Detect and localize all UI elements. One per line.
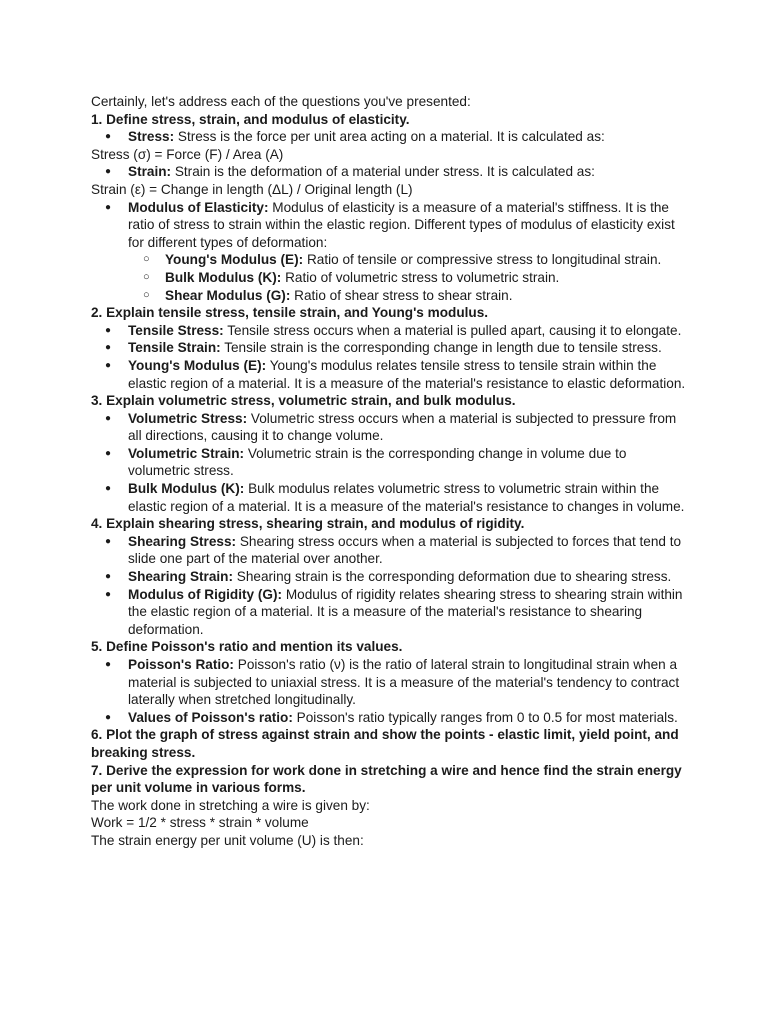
list-item xyxy=(128,410,691,445)
term-definition: Ratio of shear stress to shear strain. xyxy=(294,287,513,303)
term-label: Modulus of Rigidity (G): xyxy=(128,586,283,602)
term-label: Shearing Strain: xyxy=(128,569,233,585)
term-definition: Shearing strain is the corresponding deformation due to shearing stress. xyxy=(236,569,672,585)
sub-list xyxy=(128,251,691,304)
term-label: Stress: xyxy=(128,129,175,145)
term-label: Bulk Modulus (K): xyxy=(165,269,282,285)
stress-formula: Stress (σ) = Force (F) / Area (A) xyxy=(91,146,284,162)
term-label: Shear Modulus (G): xyxy=(165,287,291,303)
document-page xyxy=(91,93,691,850)
list-item xyxy=(128,480,691,515)
question-1-list-2 xyxy=(91,163,691,181)
term-definition: Tensile strain is the corresponding change in length due to tensile stress. xyxy=(224,340,662,356)
sub-list-item xyxy=(165,269,691,287)
strain-energy-text: The strain energy per unit volume (U) is then: xyxy=(91,832,364,848)
term-definition: Stress is the force per unit area acting on a material. It is calculated as: xyxy=(177,129,605,145)
question-4-list xyxy=(91,533,691,639)
term-label: Strain: xyxy=(128,164,172,180)
question-1-list xyxy=(91,128,691,146)
question-4-heading: 4. Explain shearing stress, shearing strain, and modulus of rigidity. xyxy=(91,516,525,532)
term-definition: Bulk modulus relates volumetric stress to volumetric strain within the elastic region of a material. It is a measure of the material's resistance to changes in volume. xyxy=(128,481,685,514)
list-item xyxy=(128,163,691,181)
list-item xyxy=(128,586,691,639)
term-definition: Volumetric stress occurs when a material is subjected to pressure from all directions, causing it to change volume. xyxy=(128,410,677,444)
list-item xyxy=(128,709,691,727)
question-5-heading: 5. Define Poisson's ratio and mention its values. xyxy=(91,639,403,655)
work-intro-text: The work done in stretching a wire is given by: xyxy=(91,797,370,813)
list-item xyxy=(128,128,691,146)
question-2-list xyxy=(91,322,691,392)
question-1-heading: 1. Define stress, strain, and modulus of elasticity. xyxy=(91,111,410,127)
term-label: Volumetric Stress: xyxy=(128,410,248,426)
term-label: Poisson's Ratio: xyxy=(128,657,234,672)
term-label: Shearing Stress: xyxy=(128,533,237,549)
sub-list-item xyxy=(165,287,691,305)
term-definition: Volumetric strain is the corresponding change in volume due to volumetric stress. xyxy=(128,445,627,479)
term-definition: Poisson's ratio typically ranges from 0 to 0.5 for most materials. xyxy=(296,709,678,725)
question-2-heading: 2. Explain tensile stress, tensile strain, and Young's modulus. xyxy=(91,305,489,321)
term-definition: Modulus of rigidity relates shearing stress to shearing strain within the elastic region of a material. It is a measure of the material's resistance to shearing deformation. xyxy=(128,586,683,637)
term-label: Tensile Strain: xyxy=(128,340,221,356)
term-definition: Modulus of elasticity is a measure of a material's stiffness. It is the ratio of stress to strain within the elastic region. Different types of modulus of elasticity exist for different types of deformation: xyxy=(128,199,675,250)
term-label: Young's Modulus (E): xyxy=(128,357,267,373)
term-definition: Shearing stress occurs when a material is subjected to forces that tend to slide one part of the material over another. xyxy=(128,533,682,567)
list-item xyxy=(128,339,691,357)
term-definition: Tensile stress occurs when a material is pulled apart, causing it to elongate. xyxy=(227,322,682,338)
list-item xyxy=(128,322,691,340)
list-item xyxy=(128,357,691,392)
list-item xyxy=(128,656,691,709)
term-definition: Strain is the deformation of a material under stress. It is calculated as: xyxy=(174,164,595,180)
term-label: Volumetric Strain: xyxy=(128,445,245,461)
term-definition: Ratio of volumetric stress to volumetric strain. xyxy=(285,269,560,285)
question-3-heading: 3. Explain volumetric stress, volumetric strain, and bulk modulus. xyxy=(91,393,516,409)
strain-formula: Strain (ε) = Change in length (ΔL) / Original length (L) xyxy=(91,181,413,197)
sub-list-item xyxy=(165,251,691,269)
term-label: Young's Modulus (E): xyxy=(165,252,304,268)
work-formula: Work = 1/2 * stress * strain * volume xyxy=(91,815,309,831)
term-label: Modulus of Elasticity: xyxy=(128,199,269,215)
term-label: Values of Poisson's ratio: xyxy=(128,709,293,725)
intro-text: Certainly, let's address each of the questions you've presented: xyxy=(91,94,471,109)
question-3-list xyxy=(91,410,691,516)
list-item xyxy=(128,199,691,305)
term-label: Bulk Modulus (K): xyxy=(128,481,245,497)
term-label: Tensile Stress: xyxy=(128,322,224,338)
question-1-list-3 xyxy=(91,199,691,305)
question-7-heading: 7. Derive the expression for work done in stretching a wire and hence find the strain energy per unit volume in various forms. xyxy=(91,762,682,796)
question-6-heading: 6. Plot the graph of stress against strain and show the points - elastic limit, yield point, and breaking stress. xyxy=(91,727,679,760)
term-definition: Ratio of tensile or compressive stress to longitudinal strain. xyxy=(306,252,662,268)
question-5-list xyxy=(91,656,691,726)
term-definition: Young's modulus relates tensile stress to tensile strain within the elastic region of a material. It is a measure of the material's resistance to elastic deformation. xyxy=(128,357,686,391)
term-definition: Poisson's ratio (ν) is the ratio of lateral strain to longitudinal strain when a material is subjected to uniaxial stress. It is a measure of the material's tendency to contract laterally when stretched longitudinally. xyxy=(128,657,680,708)
list-item xyxy=(128,568,691,586)
list-item xyxy=(128,445,691,480)
list-item xyxy=(128,533,691,568)
